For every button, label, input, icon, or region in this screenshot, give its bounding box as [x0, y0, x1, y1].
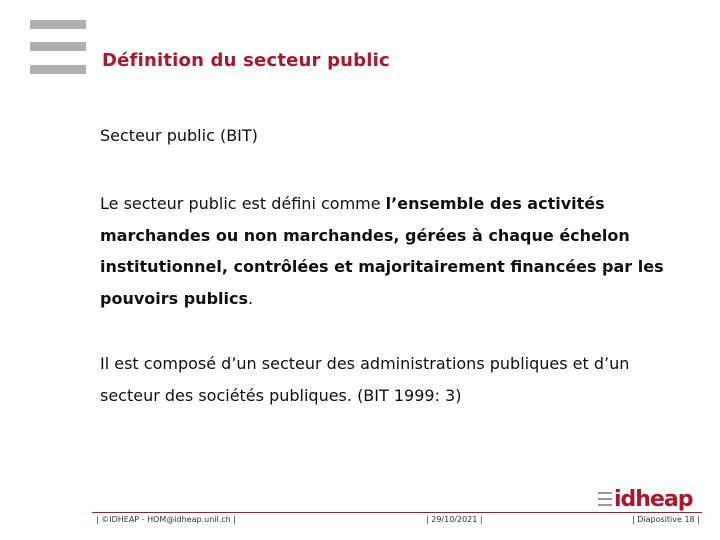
section-heading: Secteur public (BIT) — [100, 126, 258, 145]
slide-title: Définition du secteur public — [102, 50, 390, 71]
definition-text-end: . — [248, 288, 254, 308]
logo-wordmark: idheap — [614, 487, 693, 512]
definition-paragraph — [100, 188, 690, 314]
logo-lines-icon — [598, 492, 612, 506]
logo-bar — [30, 20, 86, 29]
menu-bars-icon — [30, 20, 86, 74]
definition-text-start: Le secteur public est défini comme — [100, 194, 386, 213]
composition-paragraph: Il est composé d’un secteur des administrations publiques et d’un secteur des sociétés publiques. (BIT 1999: 3) — [100, 354, 630, 405]
definition-text-bold: l’ensemble des activités marchandes ou non marchandes, gérées à chaque échelon institutionnel, contrôlées et majoritairement financées par les pouvoirs publics — [100, 194, 664, 308]
footer-copyright: | ©IDHEAP - HOM@idheap.unil.ch | — [96, 515, 236, 524]
logo-bar — [30, 42, 86, 51]
footer-slide-number: | Diapositive 18 | — [632, 515, 700, 524]
idheap-logo — [598, 484, 692, 512]
footer-divider — [92, 512, 702, 513]
footer-date: | 29/10/2021 | — [426, 515, 483, 524]
logo-bar — [30, 65, 86, 74]
